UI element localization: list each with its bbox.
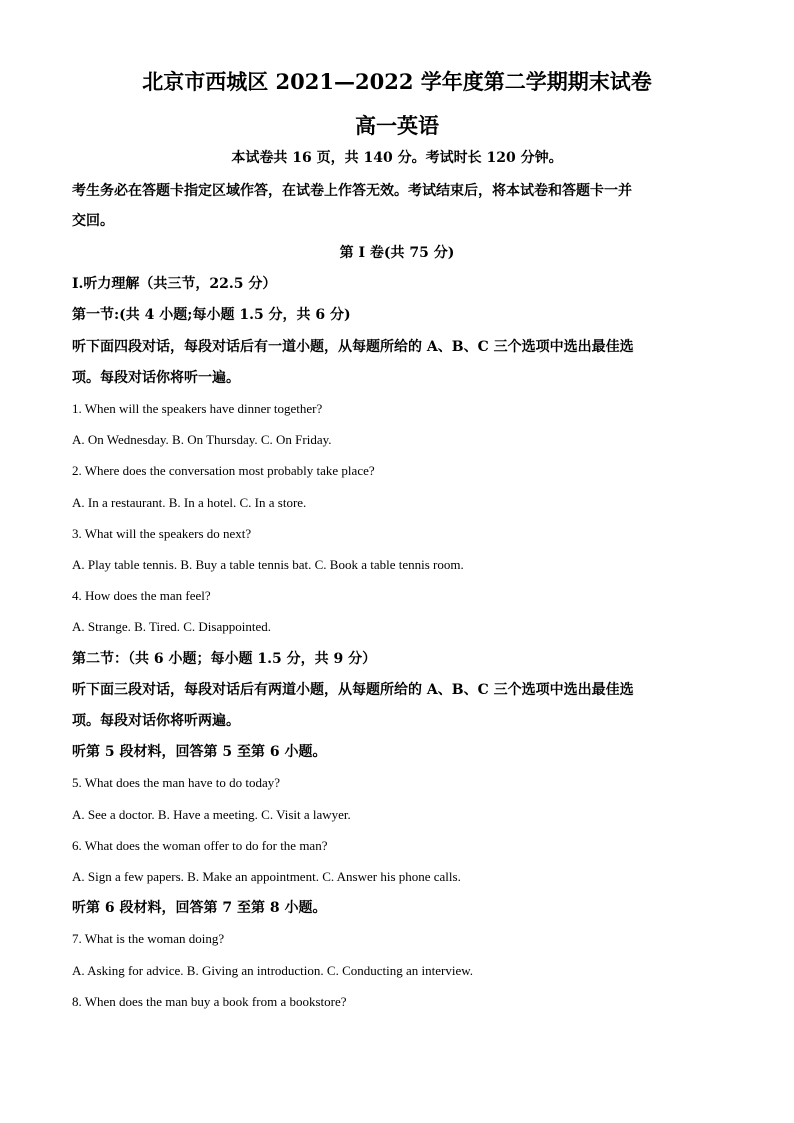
- passage-6-heading: 听第 6 段材料，回答第 7 至第 8 小题。: [72, 900, 327, 916]
- question-1-options: A. On Wednesday. B. On Thursday. C. On Friday.: [72, 432, 332, 447]
- question-3-options: A. Play table tennis. B. Buy a table tennis bat. C. Book a table tennis room.: [72, 557, 464, 572]
- question-7-options: A. Asking for advice. B. Giving an introduction. C. Conducting an interview.: [72, 963, 474, 978]
- question-3: 3. What will the speakers do next?: [72, 526, 252, 541]
- question-6: 6. What does the woman offer to do for the man?: [72, 838, 328, 853]
- section1-heading: 第一节:(共 4 小题;每小题 1.5 分，共 6 分): [72, 307, 351, 323]
- question-4-options: A. Strange. B. Tired. C. Disappointed.: [72, 619, 271, 634]
- question-4: 4. How does the man feel?: [72, 588, 211, 603]
- question-6-options: A. Sign a few papers. B. Make an appointment. C. Answer his phone calls.: [72, 869, 461, 884]
- section2-heading: 第二节：（共 6 小题；每小题 1.5 分，共 9 分）: [72, 651, 377, 667]
- instructions-line-1: 考生务必在答题卡指定区域作答，在试卷上作答无效。考试结束后，将本试卷和答题卡一并: [72, 183, 632, 199]
- question-1: 1. When will the speakers have dinner together?: [72, 401, 323, 416]
- section2-directions-1: 听下面三段对话，每段对话后有两道小题，从每题所给的 A、B、C 三个选项中选出最佳选: [72, 682, 634, 698]
- question-5-options: A. See a doctor. B. Have a meeting. C. Visit a lawyer.: [72, 807, 351, 822]
- question-5: 5. What does the man have to do today?: [72, 775, 281, 790]
- section1-directions-2: 项。每段对话你将听一遍。: [72, 370, 240, 386]
- exam-title: 北京市西城区 2021—2022 学年度第二学期期末试卷: [142, 69, 652, 94]
- instructions-line-2: 交回。: [72, 213, 114, 229]
- exam-subject: 高一英语: [355, 113, 439, 138]
- section2-directions-2: 项。每段对话你将听两遍。: [72, 713, 240, 729]
- question-2: 2. Where does the conversation most probably take place?: [72, 463, 375, 478]
- passage-5-heading: 听第 5 段材料，回答第 5 至第 6 小题。: [72, 744, 327, 760]
- section-title: Ⅰ.听力理解（共三节，22.5 分）: [72, 276, 277, 292]
- question-2-options: A. In a restaurant. B. In a hotel. C. In a store.: [72, 495, 307, 510]
- question-8: 8. When does the man buy a book from a bookstore?: [72, 994, 347, 1009]
- section1-directions-1: 听下面四段对话，每段对话后有一道小题，从每题所给的 A、B、C 三个选项中选出最佳选: [72, 339, 634, 355]
- question-7: 7. What is the woman doing?: [72, 931, 225, 946]
- part-title: 第 I 卷(共 75 分): [339, 245, 455, 261]
- exam-info: 本试卷共 16 页，共 140 分。考试时长 120 分钟。: [231, 150, 563, 166]
